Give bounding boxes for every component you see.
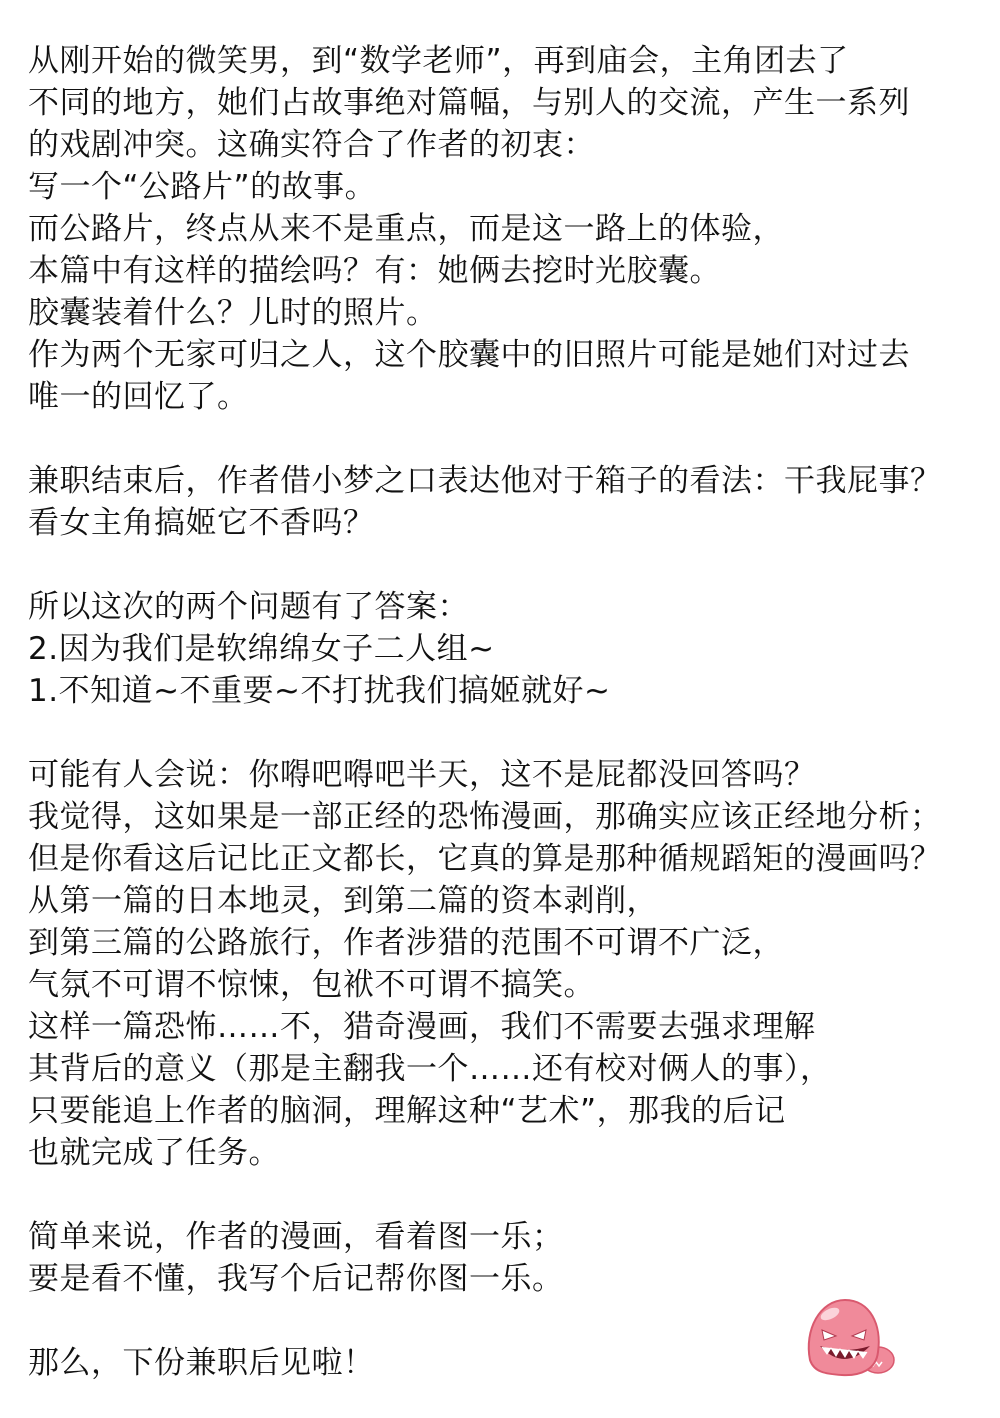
afterword-text (28, 40, 978, 1384)
text-line: 所以这次的两个问题有了答案： (28, 589, 469, 625)
text-line: 到第三篇的公路旅行，作者涉猎的范围不可谓不广泛， (28, 925, 784, 961)
text-line: 我觉得，这如果是一部正经的恐怖漫画，那确实应该正经地分析； (28, 799, 942, 835)
blob-body-icon (809, 1300, 879, 1375)
paragraph-spacer (28, 418, 978, 460)
text-line: 而公路片，终点从来不是重点，而是这一路上的体验， (28, 211, 784, 247)
text-line: 兼职结束后，作者借小梦之口表达他对于箱子的看法：干我屁事？ (28, 463, 942, 499)
text-line: 这样一篇恐怖……不，猎奇漫画，我们不需要去强求理解 (28, 1009, 816, 1045)
text-line: 的戏剧冲突。这确实符合了作者的初衷： (28, 127, 595, 163)
paragraph (28, 586, 978, 712)
text-line: 唯一的回忆了。 (28, 379, 249, 415)
text-line: 可能有人会说：你嘚吧嘚吧半天，这不是屁都没回答吗？ (28, 757, 816, 793)
paragraph-spacer (28, 544, 978, 586)
text-line: 不同的地方，她们占故事绝对篇幅，与别人的交流，产生一系列 (28, 85, 910, 121)
paragraph-spacer (28, 712, 978, 754)
paragraph (28, 1216, 978, 1300)
text-line: 从刚开始的微笑男，到“数学老师”，再到庙会，主角团去了 (28, 43, 849, 79)
text-line: 其背后的意义（那是主翻我一个……还有校对俩人的事）， (28, 1051, 832, 1087)
text-line: 看女主角搞姬它不香吗？ (28, 505, 375, 541)
text-line: 本篇中有这样的描绘吗？有：她俩去挖时光胶囊。 (28, 253, 721, 289)
text-line: 也就完成了任务。 (28, 1135, 280, 1171)
text-line: 胶囊装着什么？儿时的照片。 (28, 295, 438, 331)
text-line: 但是你看这后记比正文都长，它真的算是那种循规蹈矩的漫画吗？ (28, 841, 942, 877)
text-line: 1.不知道~不重要~不打扰我们搞姬就好~ (28, 673, 611, 709)
text-line: 从第一篇的日本地灵，到第二篇的资本剥削， (28, 883, 658, 919)
paragraph (28, 460, 978, 544)
text-line: 只要能追上作者的脑洞，理解这种“艺术”，那我的后记 (28, 1093, 786, 1129)
text-line: 写一个“公路片”的故事。 (28, 169, 377, 205)
paragraph (28, 754, 978, 1174)
mascot-drawing (800, 1290, 900, 1380)
text-line: 简单来说，作者的漫画，看着图一乐； (28, 1219, 564, 1255)
text-line: 作为两个无家可归之人，这个胶囊中的旧照片可能是她们对过去 (28, 337, 910, 373)
paragraph (28, 40, 978, 418)
text-line: 气氛不可谓不惊悚，包袱不可谓不搞笑。 (28, 967, 595, 1003)
paragraph-spacer (28, 1174, 978, 1216)
text-line: 那么，下份兼职后见啦！ (28, 1345, 375, 1381)
text-line: 要是看不懂，我写个后记帮你图一乐。 (28, 1261, 564, 1297)
text-line: 2.因为我们是软绵绵女子二人组~ (28, 631, 495, 667)
pink-blob-mascot-icon (800, 1290, 900, 1380)
